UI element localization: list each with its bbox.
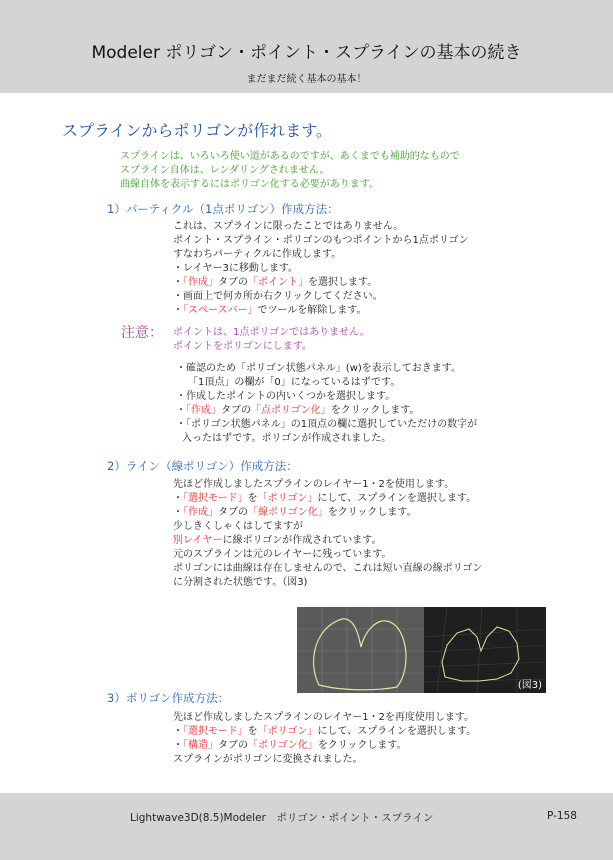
section-1-line: ・「作成」タブの「ポイント」を選択します。 (173, 277, 378, 288)
section-3-line: スプラインがポリゴンに変換されました。 (173, 754, 363, 765)
note-line: 入ったはずです。ポリゴンが作成されました。 (182, 433, 392, 444)
section-3-line: 先ほど作成しましたスプラインのレイヤー1・2を再度使用します。 (173, 712, 475, 723)
intro-line-1: スプラインは、いろいろ使い道があるのですが、あくまでも補助的なもので (120, 151, 460, 162)
intro-line-3: 曲線自体を表示するにはポリゴン化する必要があります。 (120, 179, 379, 190)
page-number: P-158 (547, 810, 577, 822)
figure-3-curves (297, 607, 546, 693)
section-1-line: すなわちパーティクルに作成します。 (173, 249, 342, 260)
section-1-line: ポイント・スプライン・ポリゴンのもつポイントから1点ポリゴン (173, 235, 469, 246)
section-3-line: ・「選択モード」を「ポリゴン」にして、スプラインを選択します。 (173, 726, 477, 737)
main-heading: スプラインからポリゴンが作れます。 (62, 121, 332, 140)
section-1-line: これは、スプラインに限ったことではありません。 (173, 221, 404, 232)
note-line: ・「ポリゴン状態パネル」の1頂点の欄に選択していただけの数字が (176, 419, 478, 430)
section-2-heading: 2）ライン（線ポリゴン）作成方法： (107, 459, 298, 473)
figure-3-label: (図3) (517, 680, 542, 691)
note-line: ポイントは、1点ポリゴンではありません。 (173, 327, 370, 338)
note-line: ポイントをポリゴンにします。 (173, 341, 312, 352)
section-2-line: ・「選択モード」を「ポリゴン」にして、スプラインを選択します。 (173, 493, 477, 504)
page-header (0, 0, 613, 93)
section-1-line: ・画面上で何カ所か右クリックしてください。 (173, 291, 383, 302)
note-line: ・作成したポイントの内いくつかを選択します。 (176, 391, 396, 402)
section-3-line: ・「構造」タブの「ポリゴン化」をクリックします。 (173, 740, 407, 751)
intro-line-2: スプライン自体は、レンダリングされません。 (120, 165, 330, 176)
section-1-heading: 1）パーティクル（1点ポリゴン）作成方法： (107, 202, 339, 216)
note-line: 「1頂点」の欄が「0」になっているはずです。 (188, 377, 401, 388)
section-2-line: 別レイヤーに線ポリゴンが作成されています。 (173, 535, 382, 546)
section-2-line: 少しきくしゃくはしてますが (173, 521, 303, 532)
section-2-line: ポリゴンには曲線は存在しませんので、これは短い直線の線ポリゴン (173, 563, 483, 574)
section-2-line: ・「作成」タブの「線ポリゴン化」をクリックします。 (173, 507, 417, 518)
section-2-line: 先ほど作成しましたスプラインのレイヤー1・2を使用します。 (173, 479, 455, 490)
page-subtitle: まだまだ続く基本の基本！ (246, 74, 367, 85)
figure-3-screenshot (297, 607, 546, 693)
note-line: ・「作成」タブの「点ポリゴン化」をクリックします。 (176, 405, 420, 416)
page-footer (0, 793, 613, 860)
page-title: Modeler ポリゴン・ポイント・スプラインの基本の続き (91, 43, 522, 63)
section-1-line: ・「スペースバー」でツールを解除します。 (173, 305, 367, 316)
section-2-line: 元のスプラインは元のレイヤーに残っています。 (173, 549, 392, 560)
section-2-line: に分割された状態です。（図3) (173, 577, 308, 588)
note-line: ・確認のため「ポリゴン状態パネル」(w)を表示しておきます。 (176, 363, 461, 374)
section-3-heading: 3）ポリゴン作成方法： (107, 691, 230, 705)
footer-text: Lightwave3D(8.5)Modeler ポリゴン・ポイント・スプライン (130, 812, 434, 824)
note-label: 注意： (121, 325, 163, 341)
section-1-line: ・レイヤー3に移動します。 (173, 263, 299, 274)
